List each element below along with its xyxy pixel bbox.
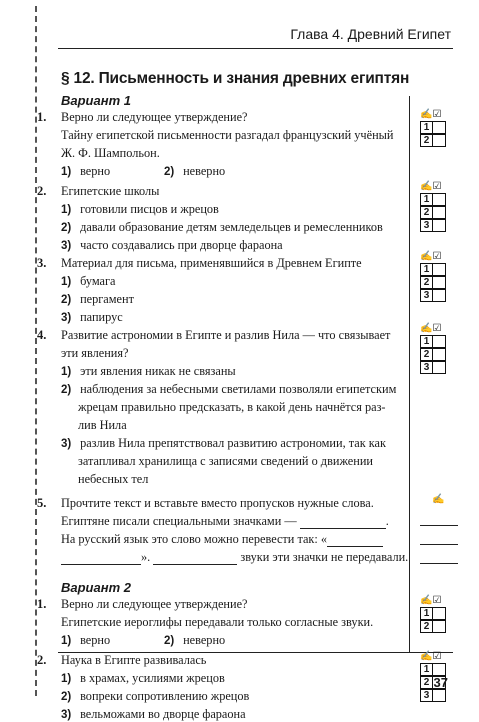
- pencil-icon: ✍: [420, 595, 433, 606]
- option-text: в храмах, усилиями жрецов: [80, 671, 225, 685]
- option-text: верно: [80, 164, 111, 178]
- option-text: вельможами во дворце фараона: [80, 707, 246, 721]
- option-number: 2): [61, 384, 72, 396]
- option-2[interactable]: [61, 689, 249, 704]
- checkbox-icon: ☑: [432, 651, 442, 662]
- statement-line: Египетские иероглифы передавали только согласные звуки.: [61, 615, 374, 629]
- option-text-continued: небесных тел: [78, 472, 149, 486]
- option-2[interactable]: [164, 633, 225, 648]
- answer-number: 2: [420, 348, 433, 361]
- option-3[interactable]: [61, 310, 123, 325]
- option-1[interactable]: [61, 274, 116, 289]
- option-1[interactable]: [61, 633, 110, 648]
- fill-line-3: [61, 550, 408, 565]
- option-number: 1): [61, 204, 72, 216]
- answer-number: 1: [420, 121, 433, 134]
- question-text: эти явления?: [61, 346, 129, 360]
- answer-line[interactable]: [420, 544, 458, 545]
- question-text: Верно ли следующее утверждение?: [61, 597, 248, 611]
- option-text: верно: [80, 633, 111, 647]
- question-text: Прочтите текст и вставьте вместо пропусков нужные слова.: [61, 496, 374, 510]
- pencil-icon: ✍: [420, 109, 433, 120]
- option-number: 3): [61, 240, 72, 252]
- fill-line-2: [61, 532, 383, 547]
- answer-cell[interactable]: [432, 219, 446, 232]
- option-2[interactable]: [164, 164, 225, 179]
- blank-field[interactable]: [61, 564, 141, 565]
- option-number: 2): [61, 691, 72, 703]
- question-text: Наука в Египте развивалась: [61, 653, 207, 667]
- blank-field[interactable]: [327, 546, 383, 547]
- answer-cell[interactable]: [432, 289, 446, 302]
- section-title: § 12. Письменность и знания древних египтян: [61, 70, 410, 87]
- answer-box: [420, 596, 441, 633]
- page-number: 37: [433, 675, 448, 690]
- option-2[interactable]: [61, 292, 134, 307]
- answer-cell[interactable]: [432, 206, 446, 219]
- answer-cell[interactable]: [432, 361, 446, 374]
- checkbox-icon: ☑: [432, 181, 442, 192]
- answer-box: [420, 324, 441, 374]
- option-text: часто создавались при дворце фараона: [80, 238, 283, 252]
- question-number: 2.: [37, 184, 47, 198]
- option-3[interactable]: [61, 707, 246, 722]
- answer-number: 2: [420, 134, 433, 147]
- checkbox-icon: ☑: [432, 323, 442, 334]
- option-3[interactable]: [61, 436, 386, 451]
- answer-cell[interactable]: [432, 607, 446, 620]
- question-number: 1.: [37, 110, 47, 124]
- answer-number: 2: [420, 276, 433, 289]
- fill-text: Египтяне писали специальными значками —: [61, 514, 297, 528]
- answer-number: 1: [420, 193, 433, 206]
- answer-number: 1: [420, 607, 433, 620]
- answer-number: 2: [420, 676, 433, 689]
- fill-text: звуки эти значки не передавали.: [240, 550, 409, 564]
- pencil-icon: ✍: [420, 251, 433, 262]
- fill-text: ».: [141, 550, 151, 564]
- answer-number: 2: [420, 206, 433, 219]
- pencil-icon: ✍: [432, 494, 445, 505]
- option-number: 2): [61, 294, 72, 306]
- option-text: неверно: [183, 164, 226, 178]
- answer-cell[interactable]: [432, 689, 446, 702]
- question-text: Египетские школы: [61, 184, 160, 198]
- header-rule: [58, 48, 453, 49]
- option-text: разлив Нила препятствовал развитию астрономии, так как: [80, 436, 386, 450]
- pencil-icon: ✍: [420, 181, 433, 192]
- blank-field[interactable]: [153, 564, 237, 565]
- option-number: 1): [61, 276, 72, 288]
- fill-text: На русский язык это слово можно перевести так: «: [61, 532, 328, 546]
- answer-cell[interactable]: [432, 276, 446, 289]
- variant-2-label: Вариант 2: [61, 580, 131, 595]
- answer-cell[interactable]: [432, 193, 446, 206]
- option-text: бумага: [80, 274, 116, 288]
- answer-cell[interactable]: [432, 348, 446, 361]
- option-number: 2): [61, 222, 72, 234]
- option-1[interactable]: [61, 202, 219, 217]
- option-text: неверно: [183, 633, 226, 647]
- option-text-continued: затапливал хранилища с записями сведений о движении: [78, 454, 373, 468]
- answer-cell[interactable]: [432, 134, 446, 147]
- answer-number: 3: [420, 689, 433, 702]
- question-number: 1.: [37, 597, 47, 611]
- answer-number: 2: [420, 620, 433, 633]
- answer-box: [420, 182, 441, 232]
- question-number: 3.: [37, 256, 47, 270]
- statement-line: Ж. Ф. Шампольон.: [61, 146, 160, 160]
- question-number: 5.: [37, 496, 47, 510]
- option-number: 1): [61, 635, 72, 647]
- answer-cell[interactable]: [432, 121, 446, 134]
- chapter-header: Глава 4. Древний Египет: [290, 26, 451, 42]
- option-text: пергамент: [80, 292, 134, 306]
- question-text: Верно ли следующее утверждение?: [61, 110, 248, 124]
- option-text: папирус: [80, 310, 123, 324]
- option-1[interactable]: [61, 164, 110, 179]
- option-text-continued: жрецам правильно предсказать, в какой день начнётся раз-: [78, 400, 386, 414]
- checkbox-icon: ☑: [432, 109, 442, 120]
- option-text: давали образование детям земледельцев и ремесленников: [80, 220, 383, 234]
- fill-line-1: Египтяне писали специальными значками — .: [61, 514, 389, 528]
- option-number: 3): [61, 709, 72, 721]
- option-3[interactable]: [61, 238, 283, 253]
- checkbox-icon: ☑: [432, 251, 442, 262]
- answer-number: 1: [420, 263, 433, 276]
- pencil-icon: ✍: [420, 323, 433, 334]
- option-text: эти явления никак не связаны: [80, 364, 236, 378]
- answer-box: [420, 252, 441, 302]
- option-number: 1): [61, 366, 72, 378]
- option-number: 2): [164, 166, 175, 178]
- option-text: готовили писцов и жрецов: [80, 202, 219, 216]
- option-number: 3): [61, 312, 72, 324]
- option-2[interactable]: [61, 220, 383, 235]
- option-2[interactable]: [61, 382, 396, 397]
- answer-line[interactable]: [420, 525, 458, 526]
- question-text: Материал для письма, применявшийся в Древнем Египте: [61, 256, 362, 270]
- question-number: 2.: [37, 653, 47, 667]
- statement-line: Тайну египетской письменности разгадал французский учёный: [61, 128, 394, 142]
- pencil-icon: ✍: [420, 651, 433, 662]
- answer-cell[interactable]: [432, 335, 446, 348]
- question-text: Развитие астрономии в Египте и разлив Нила — что связывает: [61, 328, 391, 342]
- option-number: 3): [61, 438, 72, 450]
- option-number: 1): [61, 166, 72, 178]
- option-1[interactable]: [61, 364, 236, 379]
- answer-box: [420, 110, 441, 147]
- option-number: 2): [164, 635, 175, 647]
- variant-1-label: Вариант 1: [61, 93, 131, 108]
- option-1[interactable]: [61, 671, 225, 686]
- answer-number: 1: [420, 335, 433, 348]
- blank-field[interactable]: [300, 528, 386, 529]
- checkbox-icon: ☑: [432, 595, 442, 606]
- option-number: 1): [61, 673, 72, 685]
- answer-cell[interactable]: [432, 620, 446, 633]
- answer-line[interactable]: [420, 563, 458, 564]
- option-text: вопреки сопротивлению жрецов: [80, 689, 250, 703]
- answer-number: 3: [420, 219, 433, 232]
- answer-number: 3: [420, 361, 433, 374]
- option-text: наблюдения за небесными светилами позволяли египетским: [80, 382, 397, 396]
- answer-column-line: [409, 96, 410, 652]
- answer-number: 1: [420, 663, 433, 676]
- answer-cell[interactable]: [432, 263, 446, 276]
- option-text-continued: лив Нила: [78, 418, 127, 432]
- question-number: 4.: [37, 328, 47, 342]
- answer-number: 3: [420, 289, 433, 302]
